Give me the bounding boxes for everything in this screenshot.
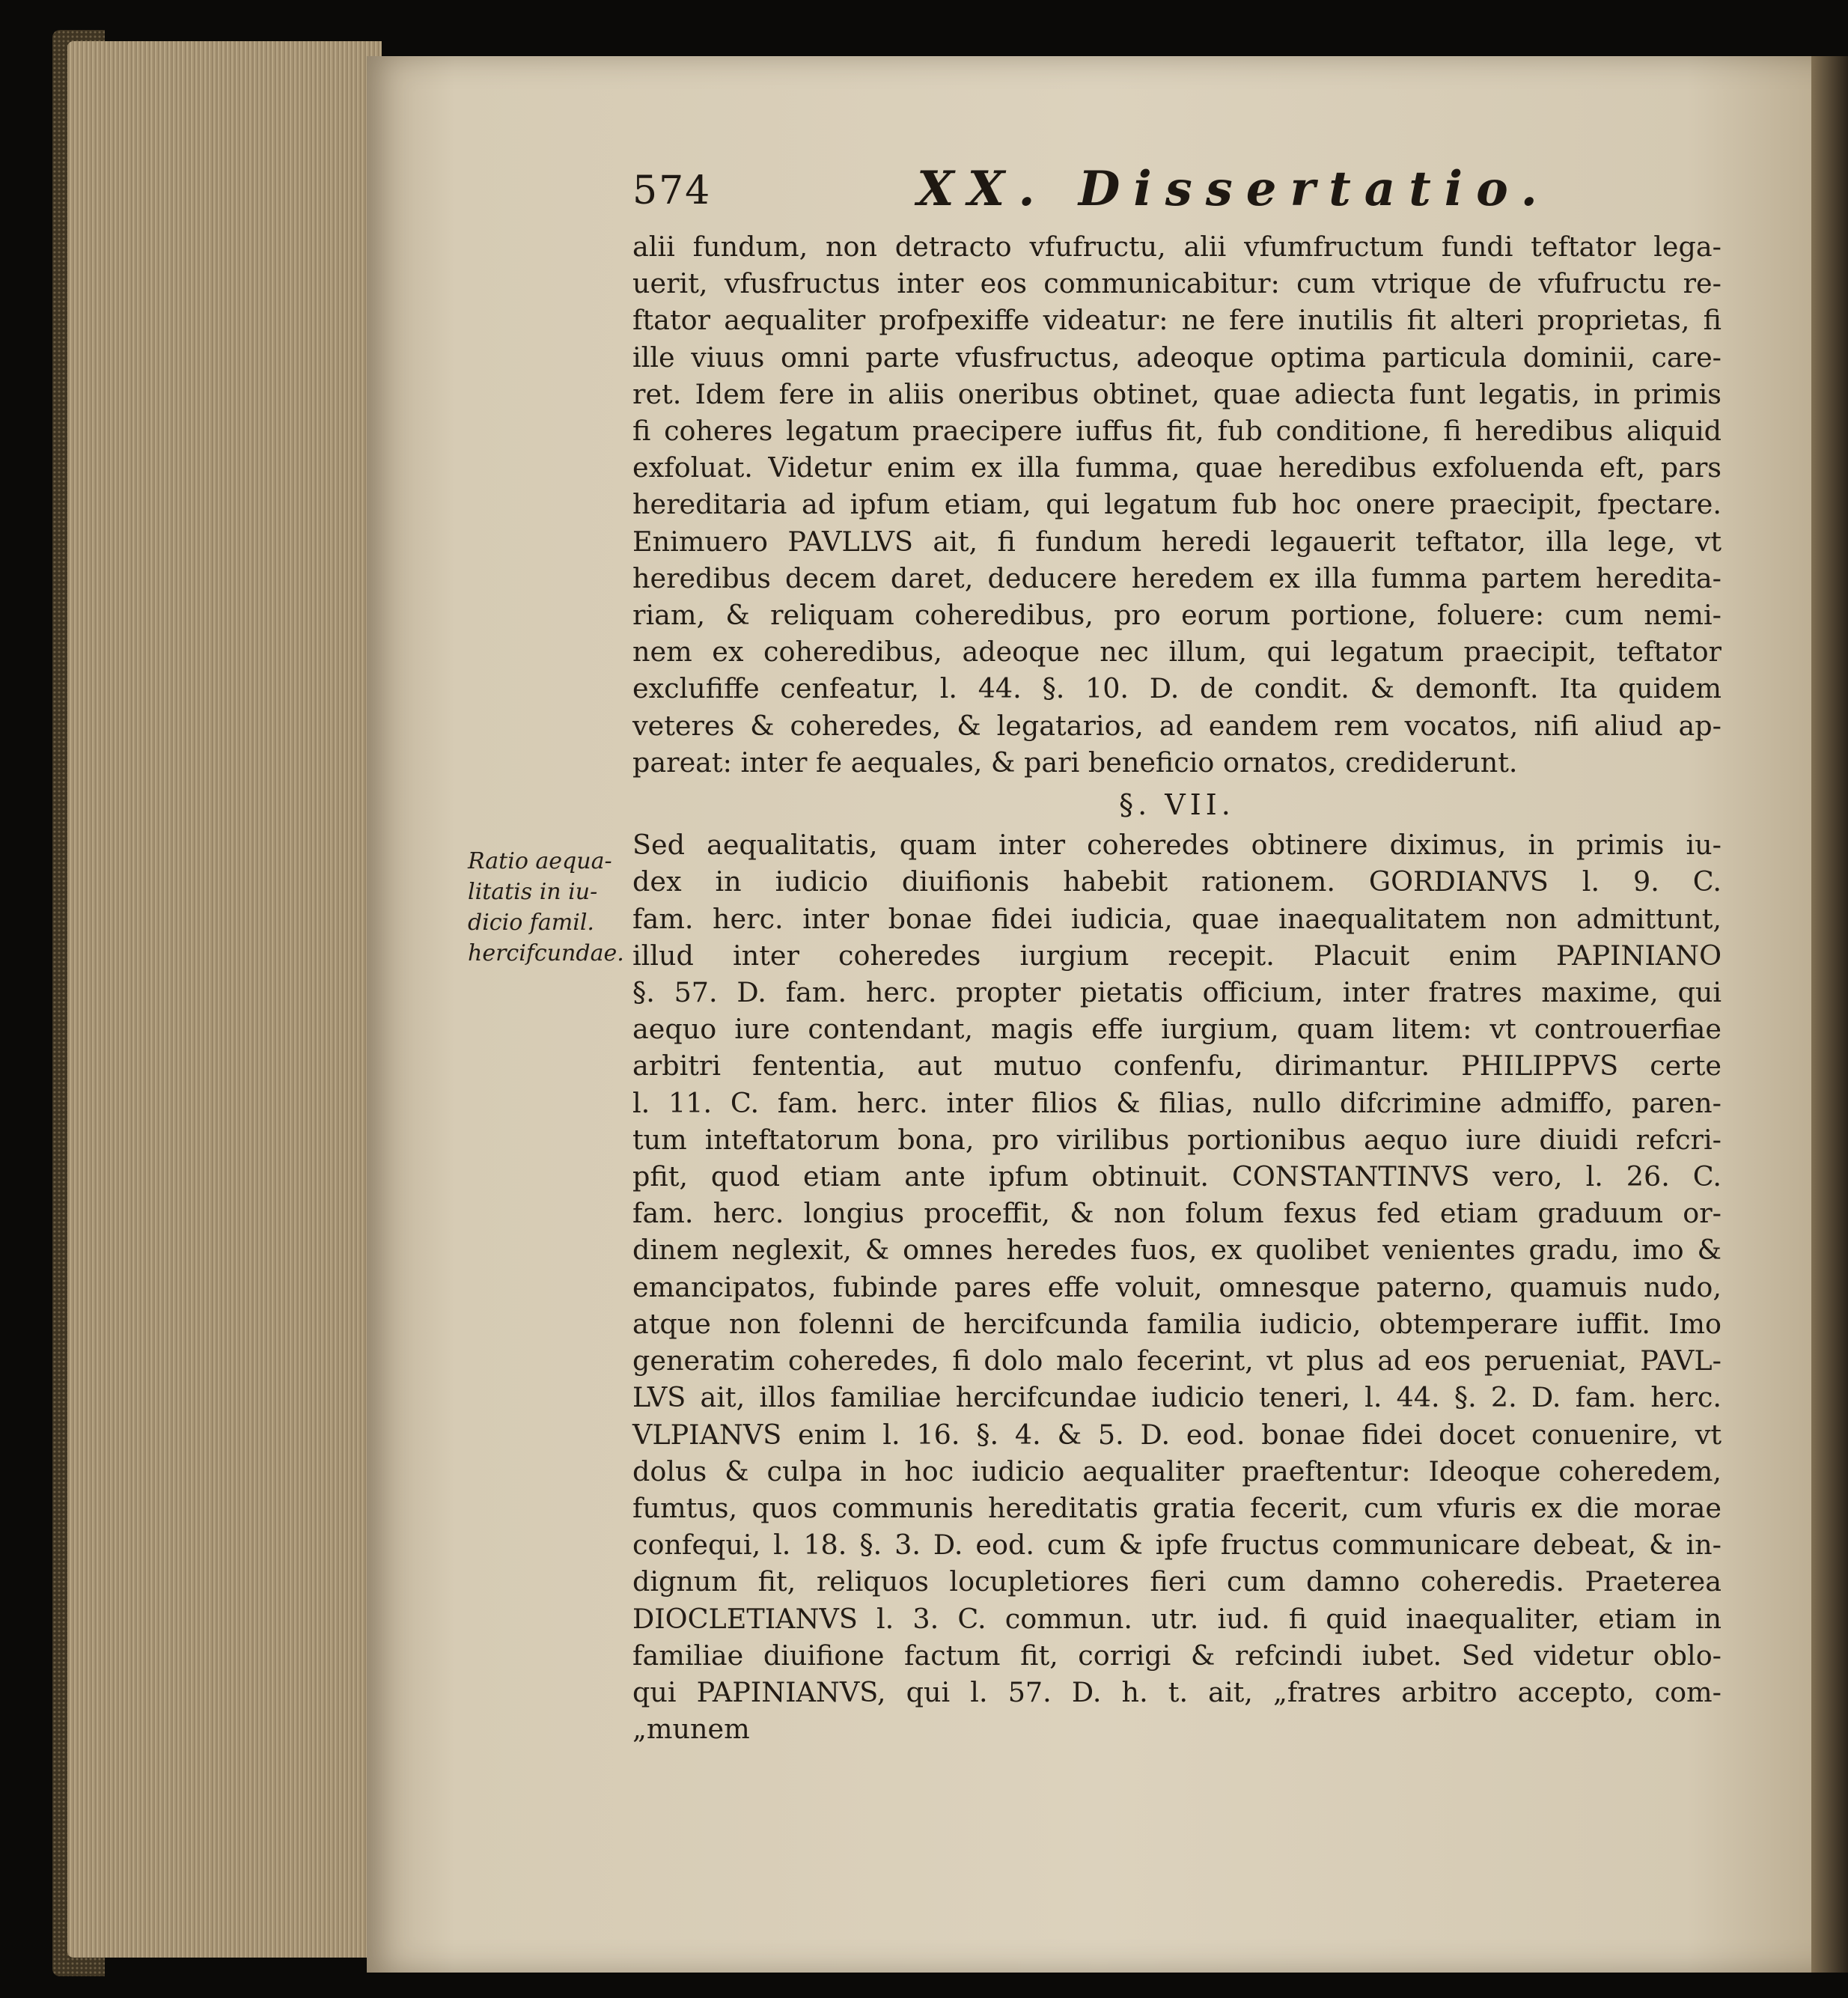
margin-note-line: dicio famil. <box>468 910 594 936</box>
text-line: nem ex coheredibus, adeoque nec illum, qui legatum praecipit, teftator <box>632 636 1722 668</box>
page-header <box>632 161 1703 228</box>
text-line: heredibus decem daret, deducere heredem ex illa fumma partem heredita- <box>632 561 1722 594</box>
text-line: ret. Idem fere in aliis oneribus obtinet, quae adiecta funt legatis, in primis <box>632 377 1722 410</box>
text-line: ftator aequaliter profpexiffe videatur: ne fere inutilis fit alteri proprietas, fi <box>632 304 1722 337</box>
section-heading: §. VII. <box>1119 788 1235 822</box>
text-line: LVS ait, illos familiae hercifcundae iudicio teneri, l. 44. §. 2. D. fam. herc. <box>632 1381 1722 1414</box>
text-line: dolus & culpa in hoc iudicio aequaliter praeftentur: Ideoque coheredem, <box>632 1455 1722 1487</box>
text-line: fumtus, quos communis hereditatis gratia fecerit, cum vfuris ex die morae <box>632 1491 1722 1524</box>
text-line: §. 57. D. fam. herc. propter pietatis officium, inter fratres maxime, qui <box>632 976 1722 1009</box>
text-line: generatim coheredes, fi dolo malo fecerint, vt plus ad eos perueniat, PAVL- <box>632 1344 1722 1377</box>
text-line: dinem neglexit, & omnes heredes fuos, ex quolibet venientes gradu, imo & <box>632 1234 1722 1267</box>
text-line: l. 11. C. fam. herc. inter filios & filias, nullo difcrimine admiffo, paren- <box>632 1086 1722 1119</box>
page-number: 574 <box>632 168 712 213</box>
text-line: arbitri fententia, aut mutuo confenfu, dirimantur. PHILIPPVS certe <box>632 1050 1722 1082</box>
margin-note-line: Ratio aequa- <box>468 848 612 874</box>
text-line: hereditaria ad ipfum etiam, qui legatum fub hoc onere praecipit, fpectare. <box>632 488 1722 521</box>
text-line: dex in iudicio diuifionis habebit rationem. GORDIANVS l. 9. C. <box>632 865 1722 898</box>
text-line: fam. herc. longius proceffit, & non folum fexus fed etiam graduum or- <box>632 1197 1722 1230</box>
text-line: exfoluat. Videtur enim ex illa fumma, quae heredibus exfoluenda eft, pars <box>632 451 1722 484</box>
text-line: riam, & reliquam coheredibus, pro eorum portione, foluere: cum nemi- <box>632 599 1722 632</box>
text-line: Enimuero PAVLLVS ait, fi fundum heredi legauerit teftator, illa lege, vt <box>632 525 1722 558</box>
text-line: emancipatos, fubinde pares effe voluit, omnesque paterno, quamuis nudo, <box>632 1270 1722 1303</box>
text-line: atque non folenni de hercifcunda familia iudicio, obtemperare iuffit. Imo <box>632 1307 1722 1340</box>
text-line: veteres & coheredes, & legatarios, ad eandem rem vocatos, nifi aliud ap- <box>632 709 1722 742</box>
text-line: DIOCLETIANVS l. 3. C. commun. utr. iud. fi quid inaequaliter, etiam in <box>632 1602 1722 1635</box>
text-line: tum inteftatorum bona, pro virilibus portionibus aequo iure diuidi refcri- <box>632 1123 1722 1156</box>
text-line: qui PAPINIANVS, qui l. 57. D. h. t. ait, „fratres arbitro accepto, com- <box>632 1675 1722 1708</box>
text-line: fam. herc. inter bonae fidei iudicia, quae inaequalitatem non admittunt, <box>632 902 1722 935</box>
margin-note-line: hercifcundae. <box>468 940 624 966</box>
text-line: exclufiffe cenfeatur, l. 44. §. 10. D. de condit. & demonft. Ita quidem <box>632 672 1722 705</box>
text-line: Sed aequalitatis, quam inter coheredes obtinere diximus, in primis iu- <box>632 829 1722 862</box>
margin-note-line: litatis in iu- <box>468 879 598 905</box>
text-line: VLPIANVS enim l. 16. §. 4. & 5. D. eod. bonae fidei docet conuenire, vt <box>632 1418 1722 1451</box>
text-line: dignum fit, reliquos locupletiores fieri cum damno coheredis. Praeterea <box>632 1565 1722 1598</box>
gutter-shadow <box>1811 56 1848 1973</box>
paragraph-2 <box>632 826 1722 1747</box>
text-line: uerit, vfusfructus inter eos communicabitur: cum vtrique de vfufructu re- <box>632 267 1722 300</box>
text-line: alii fundum, non detracto vfufructu, alii vfumfructum fundi teftator lega- <box>632 231 1722 263</box>
text-line: confequi, l. 18. §. 3. D. eod. cum & ipfe fructus communicare debeat, & in- <box>632 1529 1722 1562</box>
body-text <box>632 228 1722 1747</box>
catchword: „munem <box>632 1713 750 1746</box>
text-line: aequo iure contendant, magis effe iurgium, quam litem: vt controuerfiae <box>632 1013 1722 1046</box>
text-line: fi coheres legatum praecipere iuffus fit, fub conditione, fi heredibus aliquid <box>632 415 1722 448</box>
margin-note <box>468 846 644 969</box>
text-line: pfit, quod etiam ante ipfum obtinuit. CONSTANTINVS vero, l. 26. C. <box>632 1160 1722 1193</box>
text-line: familiae diuifione factum fit, corrigi & refcindi iubet. Sed videtur oblo- <box>632 1639 1722 1672</box>
running-title: XX. Dissertatio. <box>917 161 1551 217</box>
text-line: pareat: inter fe aequales, & pari beneficio ornatos, crediderunt. <box>632 746 1518 779</box>
text-line: illud inter coheredes iurgium recepit. Placuit enim PAPINIANO <box>632 939 1722 972</box>
page-stack <box>67 41 382 1958</box>
text-line: ille viuus omni parte vfusfructus, adeoque optima particula dominii, care- <box>632 341 1722 374</box>
paragraph-1 <box>632 228 1722 781</box>
